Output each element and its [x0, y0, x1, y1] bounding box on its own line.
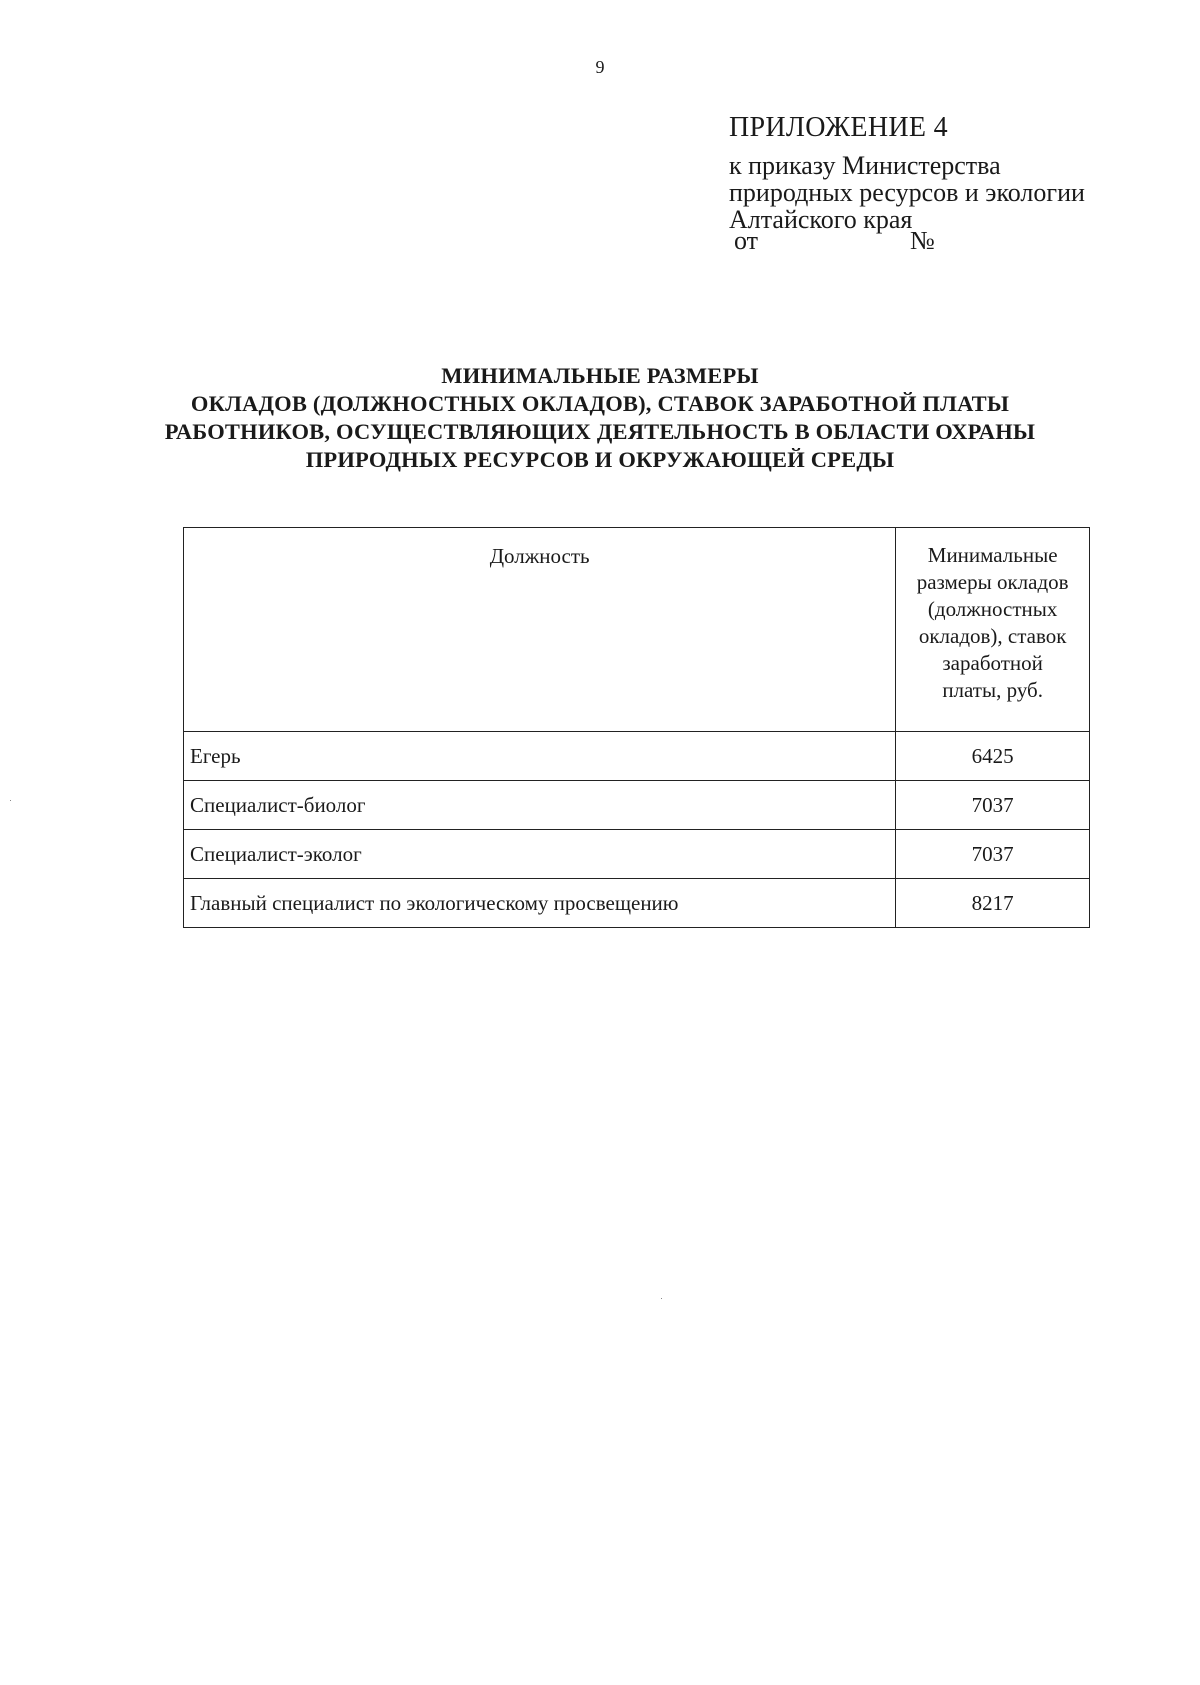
salary-cell: 6425: [896, 732, 1090, 781]
table-row: [184, 781, 1090, 830]
from-label: от: [734, 226, 759, 255]
appendix-label: ПРИЛОЖЕНИЕ 4: [729, 112, 948, 143]
position-cell: Главный специалист по экологическому просвещению: [184, 879, 896, 928]
scan-speck: [10, 800, 11, 801]
page-number: 9: [595, 57, 605, 77]
table-row: [184, 879, 1090, 928]
order-line: Алтайского края: [729, 205, 913, 234]
header-position: Должность: [184, 528, 896, 732]
salary-table: [183, 527, 1090, 928]
order-line: природных ресурсов и экологии: [729, 178, 1085, 207]
salary-cell: 7037: [896, 830, 1090, 879]
table-header-row: [184, 528, 1090, 732]
order-line: к приказу Министерства: [729, 151, 1001, 180]
table-row: [184, 732, 1090, 781]
order-reference: [729, 152, 1085, 233]
header-salary-line: размеры окладов: [916, 570, 1069, 594]
header-salary: [896, 528, 1090, 732]
document-title: [150, 362, 1050, 474]
position-cell: Егерь: [184, 732, 896, 781]
header-salary-line: заработной: [942, 651, 1043, 675]
position-cell: Специалист-биолог: [184, 781, 896, 830]
number-symbol: №: [910, 226, 935, 255]
title-line: РАБОТНИКОВ, ОСУЩЕСТВЛЯЮЩИХ ДЕЯТЕЛЬНОСТЬ В ОБЛАСТИ ОХРАНЫ: [164, 419, 1036, 444]
position-cell: Специалист-эколог: [184, 830, 896, 879]
header-salary-line: (должностных: [927, 597, 1058, 621]
header-salary-line: платы, руб.: [942, 678, 1043, 702]
header-salary-line: Минимальные: [927, 543, 1058, 567]
table-row: [184, 830, 1090, 879]
title-line: ОКЛАДОВ (ДОЛЖНОСТНЫХ ОКЛАДОВ), СТАВОК ЗАРАБОТНОЙ ПЛАТЫ: [190, 391, 1010, 416]
scan-speck: [661, 1298, 662, 1299]
salary-cell: 7037: [896, 781, 1090, 830]
title-line: ПРИРОДНЫХ РЕСУРСОВ И ОКРУЖАЮЩЕЙ СРЕДЫ: [305, 447, 895, 472]
salary-cell: 8217: [896, 879, 1090, 928]
header-salary-line: окладов), ставок: [918, 624, 1067, 648]
title-line: МИНИМАЛЬНЫЕ РАЗМЕРЫ: [441, 363, 759, 388]
